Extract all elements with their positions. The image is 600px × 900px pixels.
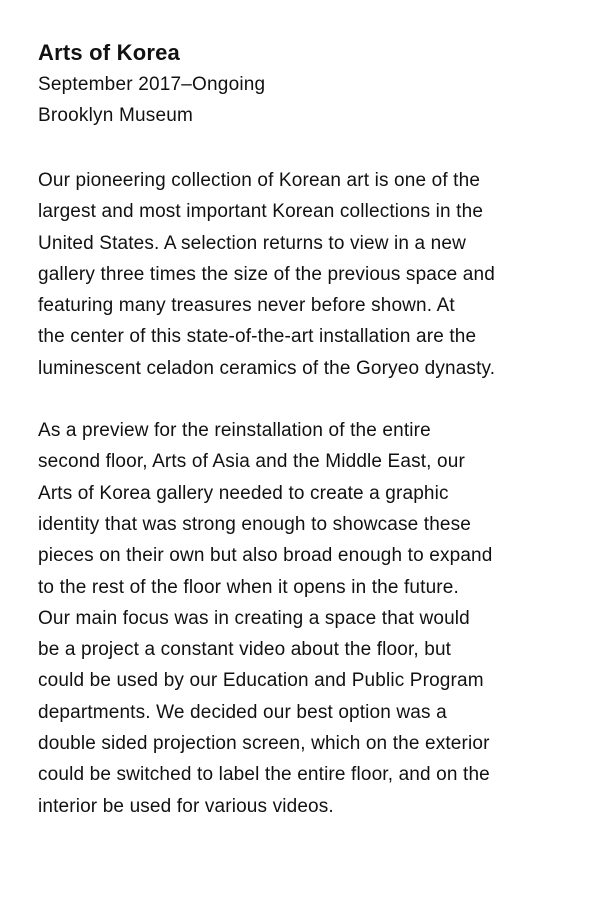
text-line: interior be used for various videos. xyxy=(38,795,334,817)
text-line: As a preview for the reinstallation of the entire xyxy=(38,420,431,442)
text-line: Arts of Korea gallery needed to create a graphic xyxy=(38,482,449,504)
text-line: departments. We decided our best option was a xyxy=(38,701,447,723)
text-line: second floor, Arts of Asia and the Middle East, our xyxy=(38,451,465,473)
text-line: the center of this state-of-the-art installation are the xyxy=(38,326,477,348)
text-line: luminescent celadon ceramics of the Goryeo dynasty. xyxy=(38,357,496,379)
text-line: gallery three times the size of the previous space and xyxy=(38,263,495,285)
text-line: double sided projection screen, which on the exterior xyxy=(38,733,490,755)
text-line: be a project a constant video about the floor, but xyxy=(38,639,452,661)
page-title: Arts of Korea xyxy=(38,40,180,65)
exhibition-dates: September 2017–Ongoing xyxy=(38,74,266,95)
paragraph-collection-intro xyxy=(38,165,568,384)
body-text xyxy=(38,165,568,822)
text-line: United States. A selection returns to view in a new xyxy=(38,232,466,254)
text-line: largest and most important Korean collections in the xyxy=(38,201,484,223)
text-line: could be used by our Education and Public Program xyxy=(38,670,484,692)
text-line: featuring many treasures never before shown. At xyxy=(38,295,455,317)
paragraph-project-goal xyxy=(38,415,568,822)
text-line: could be switched to label the entire floor, and on the xyxy=(38,764,490,786)
venue-name: Brooklyn Museum xyxy=(38,105,194,126)
project-description xyxy=(38,37,568,853)
text-line: identity that was strong enough to showcase these xyxy=(38,513,472,535)
text-line: to the rest of the floor when it opens in the future. xyxy=(38,576,459,598)
text-line: pieces on their own but also broad enough to expand xyxy=(38,545,493,567)
text-line: Our pioneering collection of Korean art is one of the xyxy=(38,170,481,191)
text-line: Our main focus was in creating a space that would xyxy=(38,607,470,629)
